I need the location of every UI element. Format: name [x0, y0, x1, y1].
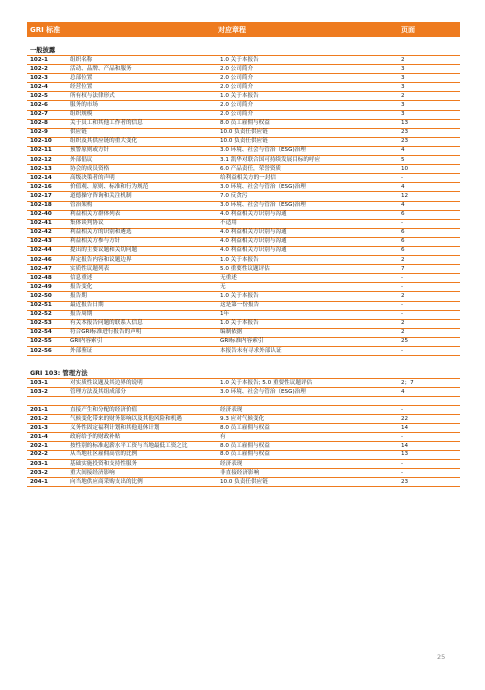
table-row: [27, 338, 460, 347]
standard-name: 按性别的标准起薪水平工资与当地最低工资之比: [70, 442, 188, 449]
chapter-ref: 3.0 环境、社会与管治（ESG)治理: [220, 388, 306, 395]
section-general-disclosures: 一般披露: [27, 46, 460, 56]
chapter-ref: 这是第一份报告: [220, 302, 260, 309]
chapter-ref: 8.0 员工雇佣与权益: [220, 442, 270, 449]
page-ref: 23: [401, 138, 409, 145]
chapter-ref: 2.0 公司简介: [220, 111, 254, 118]
standard-name: 总部位置: [70, 74, 93, 81]
table-row: [27, 138, 460, 147]
gri-code: 201-1: [30, 406, 48, 413]
page-ref: 14: [401, 442, 409, 449]
gri-code: 102-52: [30, 311, 52, 318]
page-ref: 13: [401, 451, 409, 458]
gri-code: 102-12: [30, 156, 52, 163]
table-row: [27, 347, 460, 356]
chapter-ref: 4.0 利益相关方识别与沟通: [220, 211, 287, 218]
chapter-ref: 经济表现: [220, 406, 243, 413]
chapter-ref: 4.0 利益相关方识别与沟通: [220, 229, 287, 236]
table-row: [27, 238, 460, 247]
standard-name: 实质性议题列表: [70, 265, 110, 272]
standard-name: 管理方法及其组成部分: [70, 388, 126, 395]
standard-name: 组织名称: [70, 56, 93, 63]
page-ref: 2: [401, 320, 405, 327]
header-gri-standard: GRI 标准: [30, 25, 61, 34]
page-ref: -: [401, 174, 404, 181]
page-ref: 3: [401, 111, 405, 118]
standard-name: 利益相关方的识别和遴选: [70, 229, 132, 236]
table-row: [27, 424, 460, 433]
standard-name: 道德操守咨询和关注机制: [70, 192, 132, 199]
general-disclosures-rows: [27, 56, 460, 356]
chapter-ref: 3.0 环境、社会与管治（ESG)治理: [220, 202, 306, 208]
chapter-ref: 3.0 环境、社会与管治（ESG)治理: [220, 183, 306, 190]
chapter-ref: 1.0 关于本报告: [220, 256, 259, 263]
standard-name: 服务的市场: [70, 101, 98, 108]
table-row: [27, 388, 460, 397]
chapter-ref: 无重述: [220, 274, 237, 281]
standard-name: GRI内容索引: [70, 338, 103, 345]
table-row: [27, 202, 460, 211]
standard-name: 组织规模: [70, 111, 93, 118]
page-ref: 5: [401, 156, 405, 163]
chapter-ref: 10.0 负责任供应链: [220, 138, 268, 145]
management-approach-rows: [27, 379, 460, 397]
gri-code: 203-2: [30, 469, 48, 476]
standard-name: 向当地供应商采购支出的比例: [70, 478, 143, 485]
chapter-ref: 3.1 凯华对联合国可持续发展目标的呼应: [220, 156, 321, 163]
chapter-ref: 10.0 负责任供应链: [220, 129, 268, 136]
standard-name: 符合GRI标准进行报告的声明: [70, 329, 142, 336]
table-row: [27, 379, 460, 388]
chapter-ref: 非直接经济影响: [220, 469, 260, 476]
page-ref: 3: [401, 65, 405, 72]
table-row: [27, 56, 460, 65]
page-ref: 4: [401, 147, 405, 154]
chapter-ref: 3.0 环境、社会与管治（ESG)治理: [220, 147, 306, 154]
page-ref: 4: [401, 388, 405, 395]
chapter-ref: 2.0 公司简介: [220, 83, 254, 90]
gri-code: 103-2: [30, 388, 48, 395]
chapter-ref: 4.0 利益相关方识别与沟通: [220, 238, 287, 245]
standard-name: 重大间接经济影响: [70, 469, 115, 476]
chapter-ref: 经济表现: [220, 460, 243, 467]
table-row: [27, 147, 460, 156]
gri-code: 102-49: [30, 283, 52, 290]
gri-code: 102-51: [30, 302, 52, 309]
table-row: [27, 229, 460, 238]
gri-code: 102-8: [30, 120, 48, 127]
page-ref: 6: [401, 238, 405, 245]
table-row: [27, 174, 460, 183]
table-row: [27, 406, 460, 415]
standard-name: 有关本报告问题的联系人信息: [70, 320, 143, 327]
page-ref: -: [401, 302, 404, 309]
gri-code: 102-10: [30, 138, 52, 145]
page-ref: 6: [401, 229, 405, 236]
table-row: [27, 192, 460, 201]
gri-code: 102-16: [30, 183, 52, 190]
table-row: [27, 120, 460, 129]
table-row: [27, 74, 460, 83]
table-row: [27, 220, 460, 229]
page-ref: 4: [401, 202, 405, 208]
table-row: [27, 92, 460, 101]
standard-name: 外部鉴证: [70, 347, 93, 354]
page-ref: 2: [401, 292, 405, 299]
table-row: [27, 442, 460, 451]
gri-code: 102-44: [30, 247, 52, 254]
table-row: [27, 320, 460, 329]
standard-name: 协会的成员资格: [70, 165, 110, 172]
chapter-ref: 本报告未有寻求外部认证: [220, 347, 282, 354]
chapter-ref: 9.3 应对气候变化: [220, 415, 265, 422]
standard-name: 价值观、原则、标准和行为规范: [70, 183, 149, 190]
page-ref: -: [401, 311, 404, 318]
chapter-ref: 6.0 产品责任，荣誉资质: [220, 165, 282, 172]
standard-name: 外部倡议: [70, 156, 93, 163]
chapter-ref: 8.0 员工雇佣与权益: [220, 424, 270, 431]
gri-code: 202-1: [30, 442, 48, 449]
gri-code: 102-43: [30, 238, 52, 245]
chapter-ref: 编制依据: [220, 329, 243, 336]
table-row: [27, 274, 460, 283]
chapter-ref: 1.0 关于本报告: [220, 292, 259, 299]
gri-code: 103-1: [30, 379, 48, 386]
gri-code: 102-40: [30, 211, 52, 218]
gri-code: 102-47: [30, 265, 52, 272]
standard-name: 关于员工和其他工作者的信息: [70, 120, 143, 127]
standard-name: 政府给予的财政补贴: [70, 433, 121, 440]
page-ref: -: [401, 347, 404, 354]
gri-code: 102-17: [30, 192, 52, 199]
gri-code: 102-7: [30, 111, 48, 118]
standard-name: 利益相关方参与方针: [70, 238, 121, 245]
gri-code: 102-11: [30, 147, 52, 154]
chapter-ref: 7.0 反贪污: [220, 192, 248, 199]
gri-index-table: [27, 22, 460, 487]
standard-name: 组织及其供应链的重大变化: [70, 138, 138, 145]
standard-name: 高级决策者的声明: [70, 174, 115, 181]
economic-rows: [27, 406, 460, 487]
standard-name: 经营位置: [70, 83, 93, 90]
chapter-ref: 1.0 关于本报告; 5.0 重要性议题评估: [220, 379, 313, 386]
chapter-ref: 无: [220, 283, 226, 290]
gri-code: 102-5: [30, 92, 48, 99]
page-ref: 2: [401, 56, 405, 63]
table-row: [27, 111, 460, 120]
page-ref: 23: [401, 478, 409, 485]
table-row: [27, 451, 460, 460]
standard-name: 提出的主要议题和关切问题: [70, 247, 138, 254]
gri-code: 201-4: [30, 433, 48, 440]
table-row: [27, 460, 460, 469]
chapter-ref: 1.0 关于本报告: [220, 92, 259, 99]
chapter-ref: 2.0 公司简介: [220, 74, 254, 81]
page-ref: 2；7: [401, 379, 414, 386]
page-ref: 2: [401, 92, 405, 99]
table-row: [27, 433, 460, 442]
standard-name: 预警原则或方针: [70, 147, 110, 154]
standard-name: 管治架构: [70, 202, 93, 208]
table-row: [27, 302, 460, 311]
gri-code: 102-1: [30, 56, 48, 63]
gri-code: 202-2: [30, 451, 48, 458]
page-ref: 14: [401, 424, 409, 431]
standard-name: 信息重述: [70, 274, 93, 281]
chapter-ref: 有: [220, 433, 226, 440]
standard-name: 直接产生和分配的经济价值: [70, 406, 138, 413]
gri-code: 102-54: [30, 329, 52, 336]
page-ref: 22: [401, 415, 409, 422]
standard-name: 利益相关方群体列表: [70, 211, 121, 218]
standard-name: 对实质性议题及其边界的说明: [70, 379, 143, 386]
chapter-ref: 给利益相关方的一封信: [220, 174, 276, 181]
page-ref: -: [401, 274, 404, 281]
page-ref: 2: [401, 329, 405, 336]
standard-name: 报告周期: [70, 311, 93, 318]
standard-name: 界定报告内容和议题边界: [70, 256, 132, 263]
page-ref: 3: [401, 101, 405, 108]
chapter-ref: GRI标准内容索引: [220, 338, 264, 345]
standard-name: 基础实施投资和支持性服务: [70, 460, 138, 467]
standard-name: 活动、品牌、产品和服务: [70, 65, 132, 72]
section-management-approach: GRI 103: 管理方法: [27, 369, 460, 379]
chapter-ref: 10.0 负责任供应链: [220, 478, 268, 485]
table-row: [27, 211, 460, 220]
standard-name: 供应链: [70, 129, 87, 136]
chapter-ref: 8.0 员工雇佣与权益: [220, 451, 270, 458]
page-ref: -: [401, 406, 404, 413]
page-ref: 3: [401, 74, 405, 81]
chapter-ref: 8.0 员工雇佣与权益: [220, 120, 270, 127]
gri-code: 102-46: [30, 256, 52, 263]
page-ref: -: [401, 220, 404, 227]
gri-code: 102-50: [30, 292, 52, 299]
chapter-ref: 不适用: [220, 220, 237, 227]
header-chapter: 对应章程: [218, 25, 246, 34]
chapter-ref: 4.0 利益相关方识别与沟通: [220, 247, 287, 254]
gri-code: 203-1: [30, 460, 48, 467]
table-row: [27, 478, 460, 487]
page-ref: 10: [401, 165, 409, 172]
table-row: [27, 165, 460, 174]
gri-code: 201-2: [30, 415, 48, 422]
chapter-ref: 2.0 公司简介: [220, 65, 254, 72]
gri-code: 102-55: [30, 338, 52, 345]
standard-name: 最近报告日期: [70, 302, 104, 309]
gri-code: 102-9: [30, 129, 48, 136]
page-ref: 6: [401, 247, 405, 254]
table-row: [27, 247, 460, 256]
page-ref: 3: [401, 83, 405, 90]
standard-name: 从当地社区雇佣高管的比例: [70, 451, 138, 458]
chapter-ref: 1.0 关于本报告: [220, 56, 259, 63]
page-ref: 13: [401, 120, 409, 127]
table-row: [27, 83, 460, 92]
table-row: [27, 283, 460, 292]
page-ref: 25: [401, 338, 409, 345]
page-ref: -: [401, 283, 404, 290]
page-ref: 6: [401, 211, 405, 218]
gri-code: 102-13: [30, 165, 52, 172]
table-row: [27, 311, 460, 320]
gri-code: 102-56: [30, 347, 52, 354]
page-ref: -: [401, 433, 404, 440]
gri-code: 102-3: [30, 74, 48, 81]
section-divider: [27, 397, 460, 406]
gri-code: 102-18: [30, 202, 52, 208]
standard-name: 集体谈判协议: [70, 220, 104, 227]
chapter-ref: 1年: [220, 311, 230, 318]
standard-name: 报告变化: [70, 283, 93, 290]
page-ref: -: [401, 460, 404, 467]
page-ref: 12: [401, 192, 409, 199]
gri-code: 102-6: [30, 101, 48, 108]
standard-name: 义务性固定福利计划和其他退休计划: [70, 424, 160, 431]
standard-name: 所有权与法律形式: [70, 92, 115, 99]
gri-code: 102-4: [30, 83, 48, 90]
page-ref: -: [401, 469, 404, 476]
page-ref: 4: [401, 183, 405, 190]
table-row: [27, 156, 460, 165]
table-row: [27, 265, 460, 274]
page-ref: 7: [401, 265, 405, 272]
gri-code: 204-1: [30, 478, 48, 485]
chapter-ref: 5.0 重要性议题评估: [220, 265, 270, 272]
table-row: [27, 65, 460, 74]
gri-code: 102-14: [30, 174, 52, 181]
table-row: [27, 256, 460, 265]
table-header: [27, 22, 460, 37]
chapter-ref: 2.0 公司简介: [220, 101, 254, 108]
gri-code: 102-41: [30, 220, 52, 227]
chapter-ref: 1.0 关于本报告: [220, 320, 259, 327]
gri-code: 102-48: [30, 274, 52, 281]
table-row: [27, 101, 460, 110]
table-row: [27, 469, 460, 478]
table-row: [27, 129, 460, 138]
table-row: [27, 329, 460, 338]
table-row: [27, 183, 460, 192]
header-page: 页面: [401, 25, 415, 34]
gri-code: 201-3: [30, 424, 48, 431]
page-ref: 2: [401, 256, 405, 263]
page-number: 25: [437, 653, 446, 661]
standard-name: 气候变化带来的财务影响以及其他风险和机遇: [70, 415, 182, 422]
standard-name: 报告期: [70, 292, 87, 299]
gri-code: 102-42: [30, 229, 52, 236]
table-row: [27, 292, 460, 301]
table-row: [27, 415, 460, 424]
page-ref: 23: [401, 129, 409, 136]
gri-code: 102-2: [30, 65, 48, 72]
gri-code: 102-53: [30, 320, 52, 327]
